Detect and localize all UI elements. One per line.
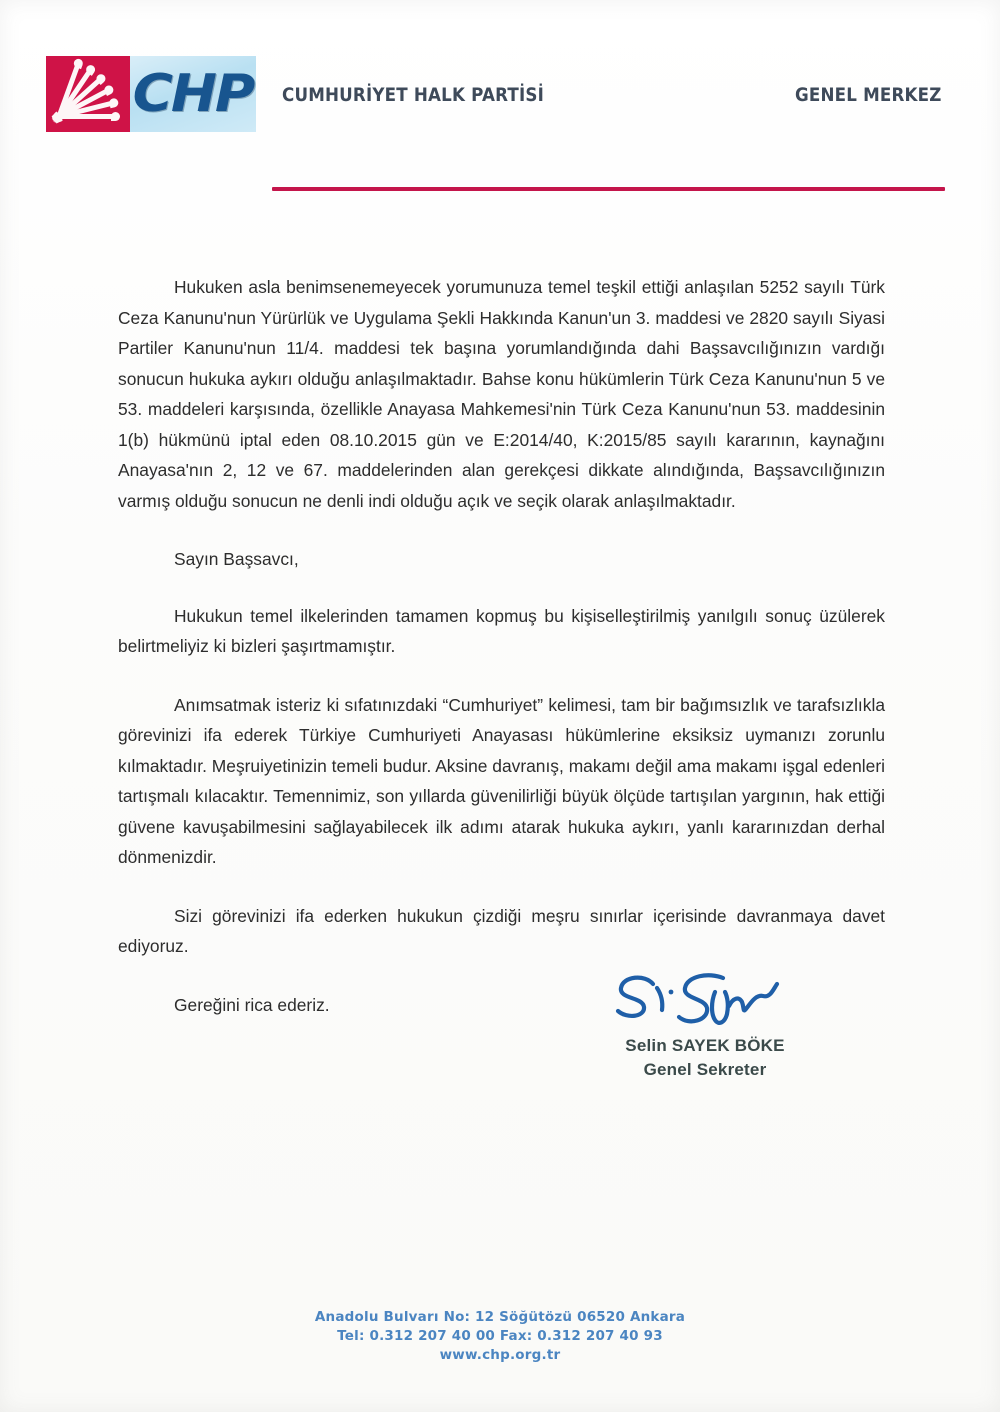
signature-block (560, 966, 850, 1082)
footer-address: Anadolu Bulvarı No: 12 Söğütözü 06520 Ankara (314, 1309, 686, 1325)
header-divider (272, 187, 945, 191)
party-name: CUMHURİYET HALK PARTİSİ (282, 84, 544, 106)
paragraph-2: Hukukun temel ilkelerinden tamamen kopmuş bu kişiselleştirilmiş yanılgılı sonuç üzülerek belirtmeliyiz ki bizleri şaşırtmamıştır. (118, 605, 885, 656)
footer-contact: Tel: 0.312 207 40 00 Fax: 0.312 207 40 93 (337, 1328, 663, 1344)
signer-title: Genel Sekreter (643, 1060, 767, 1079)
chp-wordmark (130, 56, 256, 132)
paragraph-3: Anımsatmak isteriz ki sıfatınızdaki “Cumhuriyet” kelimesi, tam bir bağımsızlık ve tarafsızlıkla görevinizi ifa ederek Türkiye Cumhuriyeti Anayasası hükümlerine eksiksiz uymanızı zorunlu kılmaktadır. Meşruiyetinizin temeli budur. Aksine davranış, makamı değil ama makamı işgal edenleri tartışmalı kılacaktır. Temennimiz, son yıllarda güvenilirliği büyük ölçüde tartışılan yargının, hak ettiği güvene kavuşabilmesini sağlayabilecek ilk adımı atarak hukuka aykırı, yanlı kararınızdan derhal dönmenizdir. (118, 694, 885, 867)
signer-name: Selin SAYEK BÖKE (625, 1036, 785, 1055)
salutation: Sayın Başsavcı, (174, 549, 299, 569)
handwritten-signature-icon (560, 966, 850, 1032)
footer-website[interactable]: www.chp.org.tr (439, 1347, 561, 1363)
chp-wordmark-text: CHP (132, 64, 254, 124)
paragraph-1: Hukuken asla benimsenemeyecek yorumunuza temel teşkil ettiği anlaşılan 5252 sayılı Türk Ceza Kanunu'nun Yürürlük ve Uygulama Şekli Hakkında Kanun'un 3. maddesi ve 2820 sayılı Siyasi Partiler Kanunu'nun 11/4. maddesi tek başına yorumlandığında dahi Başsavcılığınızın vardığı sonucun hukuka aykırı olduğu anlaşılmaktadır. Bahse konu hükümlerin Türk Ceza Kanunu'nun 5 ve 53. maddeleri karşısında, özellikle Anayasa Mahkemesi'nin Türk Ceza Kanunu'nun 53. maddesinin 1(b) hükmünü iptal eden 08.10.2015 gün ve E:2014/40, K:2015/85 sayılı kararının, kaynağını Anayasa'nın 2, 12 ve 67. maddelerinden alan gerekçesi dikkate alındığında, Başsavcılığınızın varmış olduğu sonucun ne denli indi olduğu açık ve seçik olarak anlaşılmaktadır. (118, 277, 885, 511)
paragraph-4: Sizi görevinizi ifa ederken hukukun çizdiği meşru sınırlar içerisinde davranmaya davet ediyoruz. (118, 905, 885, 956)
page-footer (0, 1308, 1000, 1365)
letter-body (118, 272, 885, 1020)
letterhead (0, 56, 1000, 142)
six-arrows-icon (46, 56, 130, 132)
chp-logo (46, 56, 256, 132)
office-label: GENEL MERKEZ (795, 84, 942, 106)
closing-line: Gereğini rica ederiz. (174, 994, 330, 1015)
